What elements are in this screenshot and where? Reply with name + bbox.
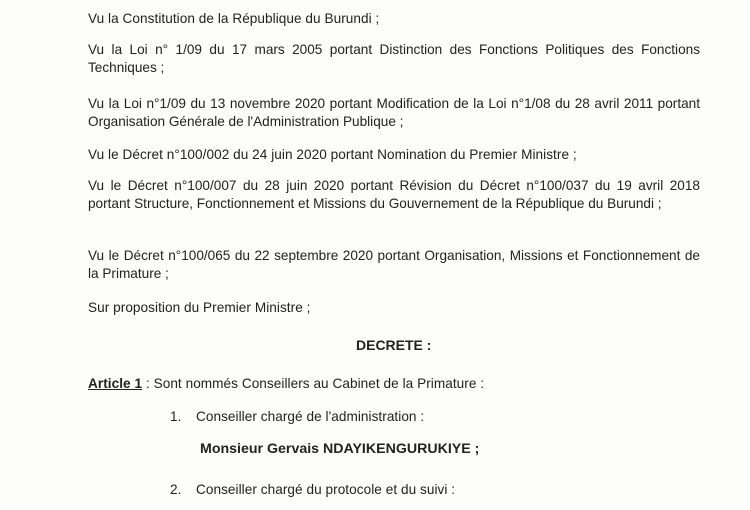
considerant-decret-revision: Vu le Décret n°100/007 du 28 juin 2020 portant Révision du Décret n°100/037 du 19 avril 2018 portant Structure, Fonctionnement et Missions du Gouvernement de la République du Burundi ; [88,178,700,211]
list-item-text: Conseiller chargé de l'administration : [196,409,425,424]
appointee-name [200,441,479,457]
considerant-loi-2020: Vu la Loi n°1/09 du 13 novembre 2020 portant Modification de la Loi n°1/08 du 28 avril 2011 portant Organisation Générale de l'Administration Publique ; [88,96,700,129]
considerant-decret-primature: Vu le Décret n°100/065 du 22 septembre 2020 portant Organisation, Missions et Fonctionnement de la Primature ; [88,248,700,281]
appointee-family-name: NDAYIKENGURUKIYE [323,441,471,457]
article-label: Article 1 [88,376,143,391]
article-1 [88,375,484,393]
appointee-suffix: ; [470,441,480,457]
considerant-constitution: Vu la Constitution de la République du Burundi ; [88,11,380,26]
considerant-decret-nomination: Vu le Décret n°100/002 du 24 juin 2020 portant Nomination du Premier Ministre ; [88,147,577,162]
considerant-loi-2005: Vu la Loi n° 1/09 du 17 mars 2005 portant Distinction des Fonctions Politiques des Fonctions Techniques ; [88,42,700,75]
list-item-text: Conseiller chargé du protocole et du suivi : [196,482,456,497]
decree-title: DECRETE : [356,337,432,353]
considerant-proposition: Sur proposition du Premier Ministre ; [88,300,311,315]
article-text: : Sont nommés Conseillers au Cabinet de la Primature : [142,376,485,391]
list-item-number: 2. [170,482,182,497]
list-item-number: 1. [170,409,182,424]
list-item [170,408,424,426]
list-item [170,481,455,499]
appointee-given-name: Monsieur Gervais [200,441,320,457]
